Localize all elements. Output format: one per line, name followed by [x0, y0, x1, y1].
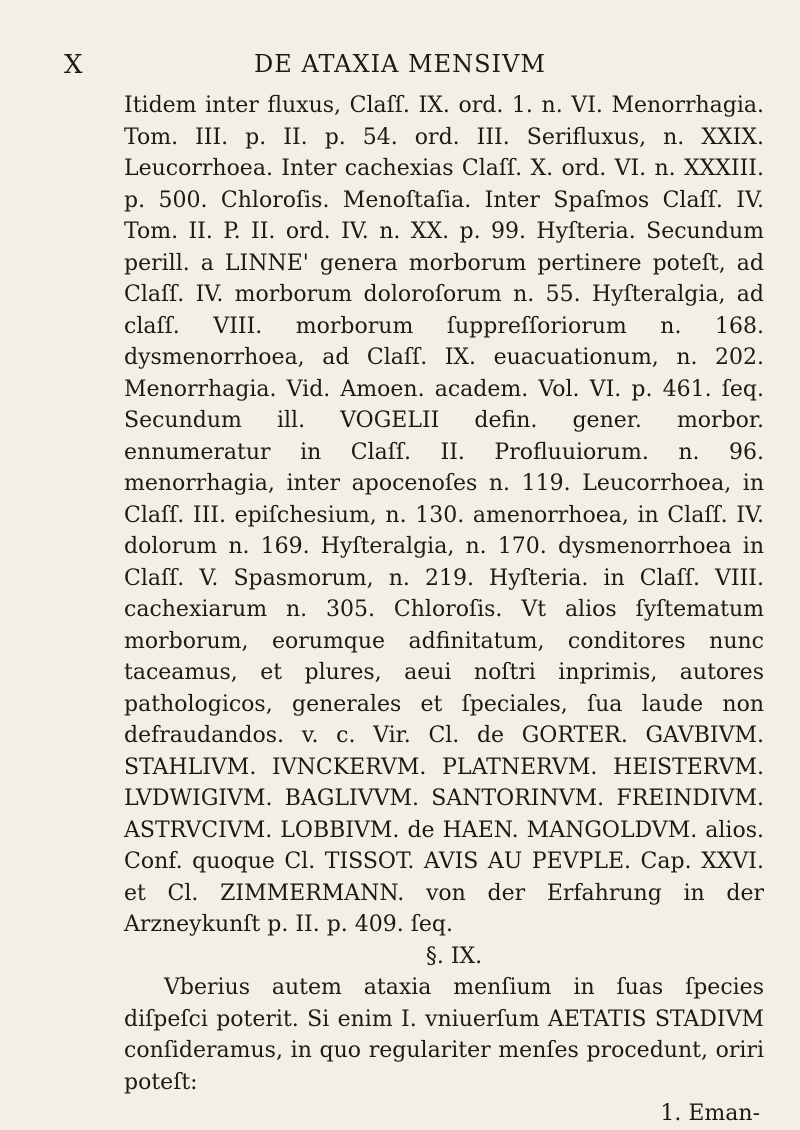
- section-heading: §. IX.: [425, 943, 483, 969]
- catchword: 1. Eman-: [660, 1101, 760, 1126]
- running-title: DE ATAXIA MENSIVM: [254, 50, 546, 78]
- paragraph-1: Itidem inter fluxus, Claſſ. IX. ord. 1. n. VI. Menorrhagia. Tom. III. p. II. p. 54. ord. III. Serifluxus, n. XXIX. Leucorrhoea. Inter cachexias Claſſ. X. ord. VI. n. XXXIII. p. 500. Chloroſis. Menoſtaſia. Inter Spaſmos Claſſ. IV. Tom. II. P. II. ord. IV. n. XX. p. 99. Hyſteria. Secundum perill. a LINNE' genera morborum pertinere poteſt, ad Claſſ. IV. morborum doloroſorum n. 55. Hyſteralgia, ad claſſ. VIII. morborum ſuppreſſoriorum n. 168. dysmenorrhoea, ad Claſſ. IX. euacuationum, n. 202. Menorrhagia. Vid. Amoen. academ. Vol. VI. p. 461. ſeq. Secundum ill. VOGELII defin. gener. morbor. ennumeratur in Claſſ. II. Profluuiorum. n. 96. menorrhagia, inter apocenoſes n. 119. Leucorrhoea, in Claſſ. III. epiſchesium, n. 130. amenorrhoea, in Claſſ. IV. dolorum n. 169. Hyſteralgia, n. 170. dysmenorrhoea in Claſſ. V. Spasmorum, n. 219. Hyſteria. in Claſſ. VIII. cachexiarum n. 305. Chloroſis. Vt alios ſyſtematum morborum, eorumque adfinitatum, conditores nunc taceamus, et plures, aeui noſtri inprimis, autores pathologicos, generales et ſpeciales, ſua laude non defraudandos. v. c. Vir. Cl. de GORTER. GAVBIVM. STAHLIVM. IVNCKERVM. PLATNERVM. HEISTERVM. LVDWIGIVM. BAGLIVVM. SANTORINVM. FREINDIVM. ASTRVCIVM. LOBBIVM. de HAEN. MANGOLDVM. alios. Conf. quoque Cl. TISSOT. AVIS AU PEVPLE. Cap. XXVI. et Cl. ZIMMERMANN. von der Erfahrung in der Arzneykunſt p. II. p. 409. ſeq.: [124, 93, 764, 937]
- signature-mark: X: [64, 50, 83, 80]
- paragraph-2: Vberius autem ataxia menſium in ſuas ſpecies diſpeſci poterit. Si enim I. vniuerſum AETATIS STADIVM conſideramus, in quo regulariter menſes procedunt, oriri poteſt:: [124, 975, 764, 1095]
- page-header: [0, 44, 800, 88]
- main-text: [124, 90, 764, 1130]
